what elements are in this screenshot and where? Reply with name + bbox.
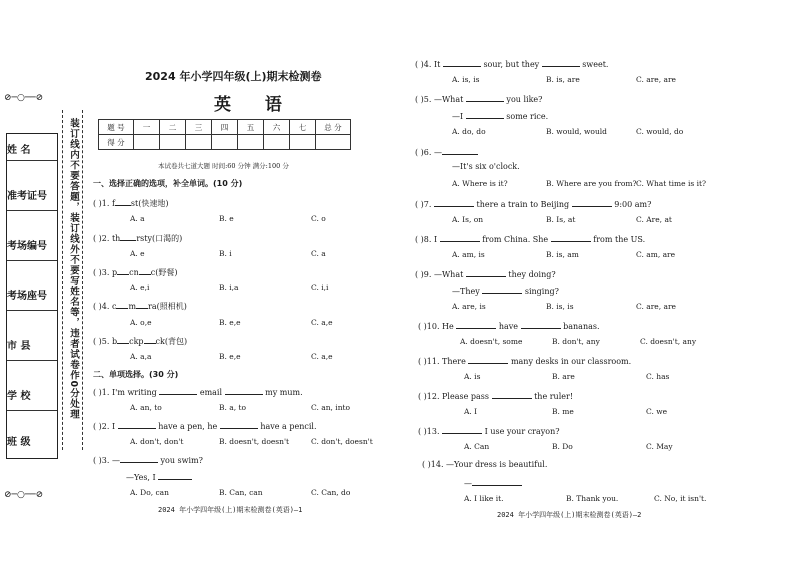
s2-q10-opt-c: C. doesn't, any [640,337,697,346]
s2-q1: ( )1. I'm writing email my mum. [93,388,303,397]
s2-q14-opt-b: B. Thank you. [566,494,619,503]
s2-q10-opt-a: A. doesn't, some [460,337,523,346]
score-header-label: 题 号 [99,120,134,135]
field-exam-id: 准考证号 [7,191,47,202]
s2-q12-opt-b: B. me [552,407,574,416]
score-col-6: 六 [264,120,290,135]
s2-q3-opt-a: A. Do, can [130,488,169,497]
score-cell[interactable] [186,135,212,150]
score-cell[interactable] [238,135,264,150]
s1-q4-opt-c: C. a,e [311,318,333,327]
s1-q3: ( )3. p cn c(野餐) [93,268,178,277]
s2-q7-opt-a: A. Is, on [452,215,484,224]
s2-q8-opt-b: B. is, am [546,250,579,259]
s2-q13-opt-a: A. Can [464,442,490,451]
s2-q8-opt-a: A. am, is [452,250,485,259]
s1-q3-opt-c: C. i,i [311,283,329,292]
s1-q2: ( )2. th rsty(口渴的) [93,234,183,243]
s2-q10-opt-b: B. don't, any [552,337,600,346]
section1-heading: 一、选择正确的选项，补全单词。(10 分) [93,179,243,188]
s2-q6: ( )6. — [415,146,478,157]
s2-q4-opt-a: A. is, is [452,75,480,84]
s2-q7-opt-b: B. Is, at [546,215,576,224]
s2-q7: ( )7. there a train to Beijing 9:00 am? [415,200,652,209]
s2-q11: ( )11. There many desks in our classroom. [418,357,632,366]
s2-q4-opt-b: B. is, are [546,75,580,84]
s2-q1-opt-a: A. an, to [130,403,162,412]
score-col-1: 一 [134,120,160,135]
score-col-5: 五 [238,120,264,135]
subject-title: 英 语 [214,95,296,115]
exam-note: 本试卷共七道大题 时间:60 分钟 满分:100 分 [158,162,289,170]
field-city-county: 市 县 [7,341,31,352]
s1-q5: ( )5. b ckp ck(背包) [93,337,188,346]
s2-q13-opt-c: C. May [646,442,673,451]
s2-q14-opt-a: A. I like it. [464,494,504,503]
s2-q2: ( )2. I have a pen, he have a pencil. [93,422,317,431]
s2-q2-opt-b: B. doesn't, doesn't [219,437,290,446]
s2-q6-opt-a: A. Where is it? [452,179,508,188]
score-cell[interactable] [134,135,160,150]
s2-q3-opt-c: C. Can, do [311,488,351,497]
s2-q5: ( )5. —What you like? [415,95,543,104]
s2-q9: ( )9. —What they doing? [415,270,556,279]
s2-q6-reply: —It's six o'clock. [452,162,520,171]
binding-warning: 装订线内不要答题，装订线外不要写姓名等，违者试卷作0分处理 [68,118,79,420]
s2-q12-opt-c: C. we [646,407,668,416]
s1-q1-opt-b: B. e [219,214,234,223]
s1-q2-opt-a: A. e [130,249,145,258]
s2-q8-opt-c: C. am, are [636,250,676,259]
student-info-column [6,133,58,459]
binding-line-2 [82,110,83,450]
s1-q4-opt-b: B. e,e [219,318,241,327]
s2-q5-opt-b: B. would, would [546,127,607,136]
field-name: 姓 名 [7,145,31,156]
s2-q3-reply: —Yes, I [126,471,192,482]
s2-q12-opt-a: A. I [464,407,478,416]
score-cell[interactable] [212,135,238,150]
s2-q3-opt-b: B. Can, can [219,488,263,497]
s1-q1-opt-c: C. o [311,214,326,223]
score-col-3: 三 [186,120,212,135]
s1-q5-opt-c: C. a,e [311,352,333,361]
s2-q5-reply: —I some rice. [452,112,549,121]
field-seat-number: 考场座号 [7,291,47,302]
s1-q5-opt-b: B. e,e [219,352,241,361]
s2-q2-opt-a: A. don't, don't [130,437,184,446]
s2-q3: ( )3. — you swim? [93,456,203,465]
binding-hole-top: ⊘─○──⊘ [4,93,44,103]
s1-q3-opt-b: B. i,a [219,283,239,292]
s2-q5-opt-a: A. do, do [452,127,486,136]
score-col-4: 四 [212,120,238,135]
s2-q4-opt-c: C. are, are [636,75,676,84]
s2-q14: ( )14. —Your dress is beautiful. [422,460,548,469]
field-class: 班 级 [7,437,31,448]
score-cell[interactable] [290,135,316,150]
score-cell[interactable] [316,135,351,150]
s2-q4: ( )4. It sour, but they sweet. [415,60,609,69]
s2-q5-opt-c: C. would, do [636,127,684,136]
s1-q4: ( )4. c m ra(照相机) [93,302,187,311]
score-cell[interactable] [160,135,186,150]
s1-q1-opt-a: A. a [130,214,145,223]
score-col-total: 总 分 [316,120,351,135]
s2-q6-opt-b: B. Where are you from? [546,179,637,188]
s1-q4-opt-a: A. o,e [130,318,152,327]
footer-page1: 2024 年小学四年级(上)期末检测卷(英语)—1 [158,506,303,514]
s2-q11-opt-b: B. are [552,372,575,381]
binding-hole-bottom: ⊘─○──⊘ [4,490,44,500]
s2-q14-reply: — [464,477,522,488]
field-school: 学 校 [7,391,31,402]
s2-q11-opt-a: A. is [464,372,481,381]
s2-q9-opt-c: C. are, are [636,302,676,311]
s2-q13: ( )13. I use your crayon? [418,427,560,436]
s2-q13-opt-b: B. Do [552,442,573,451]
s1-q5-opt-a: A. a,a [130,352,152,361]
footer-page2: 2024 年小学四年级(上)期末检测卷(英语)—2 [497,511,642,519]
s2-q10: ( )10. He have bananas. [418,322,600,331]
s2-q2-opt-c: C. don't, doesn't [311,437,373,446]
s2-q12: ( )12. Please pass the ruler! [418,392,574,401]
s1-q2-opt-c: C. a [311,249,326,258]
s2-q9-reply: —They singing? [452,287,559,296]
s2-q1-opt-b: B. a, to [219,403,247,412]
section2-heading: 二、单项选择。(30 分) [93,370,179,379]
score-table [98,119,351,150]
s2-q9-opt-a: A. are, is [452,302,486,311]
score-col-2: 二 [160,120,186,135]
s1-q3-opt-a: A. e,i [130,283,150,292]
s2-q8: ( )8. I from China. She from the US. [415,235,646,244]
s2-q9-opt-b: B. is, is [546,302,574,311]
score-cell[interactable] [264,135,290,150]
s1-q2-opt-b: B. i [219,249,232,258]
s2-q11-opt-c: C. has [646,372,670,381]
exam-title: 2024 年小学四年级(上)期末检测卷 [145,70,322,83]
s2-q1-opt-c: C. an, into [311,403,351,412]
score-row-label: 得 分 [99,135,134,150]
field-room-number: 考场编号 [7,241,47,252]
s2-q14-opt-c: C. No, it isn't. [654,494,707,503]
score-col-7: 七 [290,120,316,135]
binding-line [62,110,63,450]
s2-q7-opt-c: C. Are, at [636,215,672,224]
s1-q1: ( )1. f st(快速地) [93,199,169,208]
s2-q6-opt-c: C. What time is it? [636,179,707,188]
